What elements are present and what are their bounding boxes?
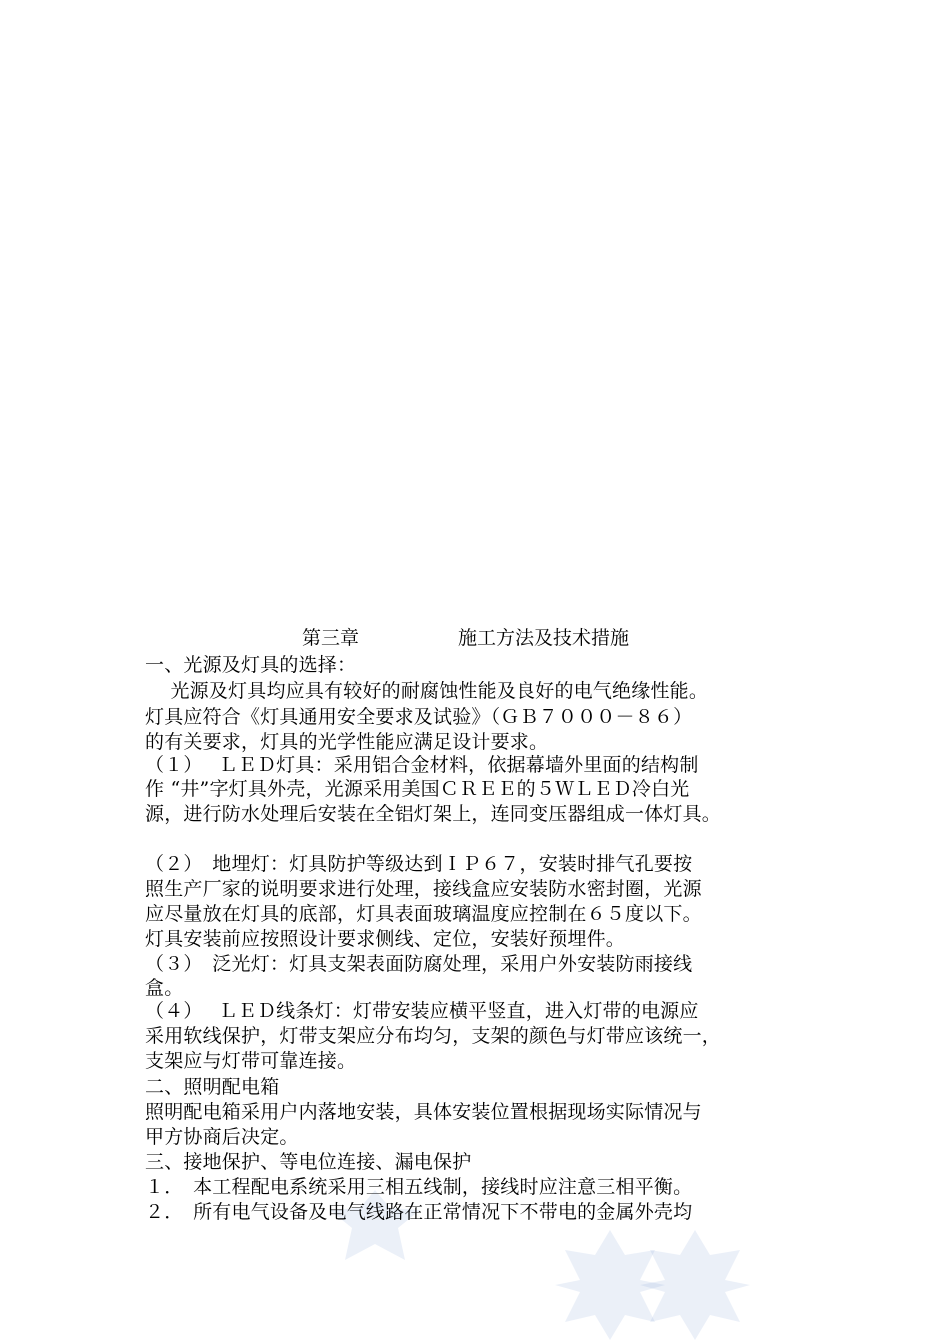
paragraph-line: 灯具应符合《灯具通用安全要求及试验》（ＧＢ７０００－８６） [145,706,693,728]
paragraph-line: 照生产厂家的说明要求进行处理，接线盒应安装防水密封圈，光源 [145,878,702,900]
paragraph-line: ２． 所有电气设备及电气线路在正常情况下不带电的金属外壳均 [145,1201,693,1223]
chapter-title: 施工方法及技术措施 [458,627,630,649]
paragraph-line: 照明配电箱采用户内落地安装，具体安装位置根据现场实际情况与 [145,1101,702,1123]
paragraph-line: １． 本工程配电系统采用三相五线制，接线时应注意三相平衡。 [145,1176,693,1198]
paragraph-line: 甲方协商后决定。 [145,1126,299,1148]
paragraph-line: 支架应与灯带可靠连接。 [145,1050,357,1072]
section-heading: 二、照明配电箱 [145,1076,280,1098]
section-heading: 三、接地保护、等电位连接、漏电保护 [145,1151,472,1173]
paragraph-line: 应尽量放在灯具的底部，灯具表面玻璃温度应控制在６５度以下。 [145,903,702,925]
paragraph-line: 灯具安装前应按照设计要求侧线、定位，安装好预埋件。 [145,928,626,950]
paragraph-line: 源，进行防水处理后安装在全铝灯架上，连同变压器组成一体灯具。 [145,803,722,825]
paragraph-line: 采用软线保护，灯带支架应分布均匀，支架的颜色与灯带应该统一， [145,1025,722,1047]
paragraph-line: 的有关要求，灯具的光学性能应满足设计要求。 [145,731,549,753]
paragraph-line: 光源及灯具均应具有较好的耐腐蚀性能及良好的电气绝缘性能。 [145,680,709,702]
paragraph-line: （３） 泛光灯：灯具支架表面防腐处理，采用户外安装防雨接线 [145,953,693,975]
paragraph-line: （１） ＬＥＤ灯具：采用铝合金材料，依据幕墙外里面的结构制 [145,754,699,776]
chapter-number: 第三章 [302,627,360,649]
paragraph-line: （２） 地埋灯：灯具防护等级达到ＩＰ６７，安装时排气孔要按 [145,853,693,875]
paragraph-line: （４） ＬＥＤ线条灯：灯带安装应横平竖直，进入灯带的电源应 [145,1000,699,1022]
paragraph-line: 盒。 [145,977,184,999]
section-heading: 一、光源及灯具的选择： [145,654,357,676]
paragraph-line: 作 “井”字灯具外壳，光源采用美国ＣＲＥＥ的５ＷＬＥＤ冷白光 [145,778,690,800]
watermark-snowflake-icon [640,1230,750,1340]
